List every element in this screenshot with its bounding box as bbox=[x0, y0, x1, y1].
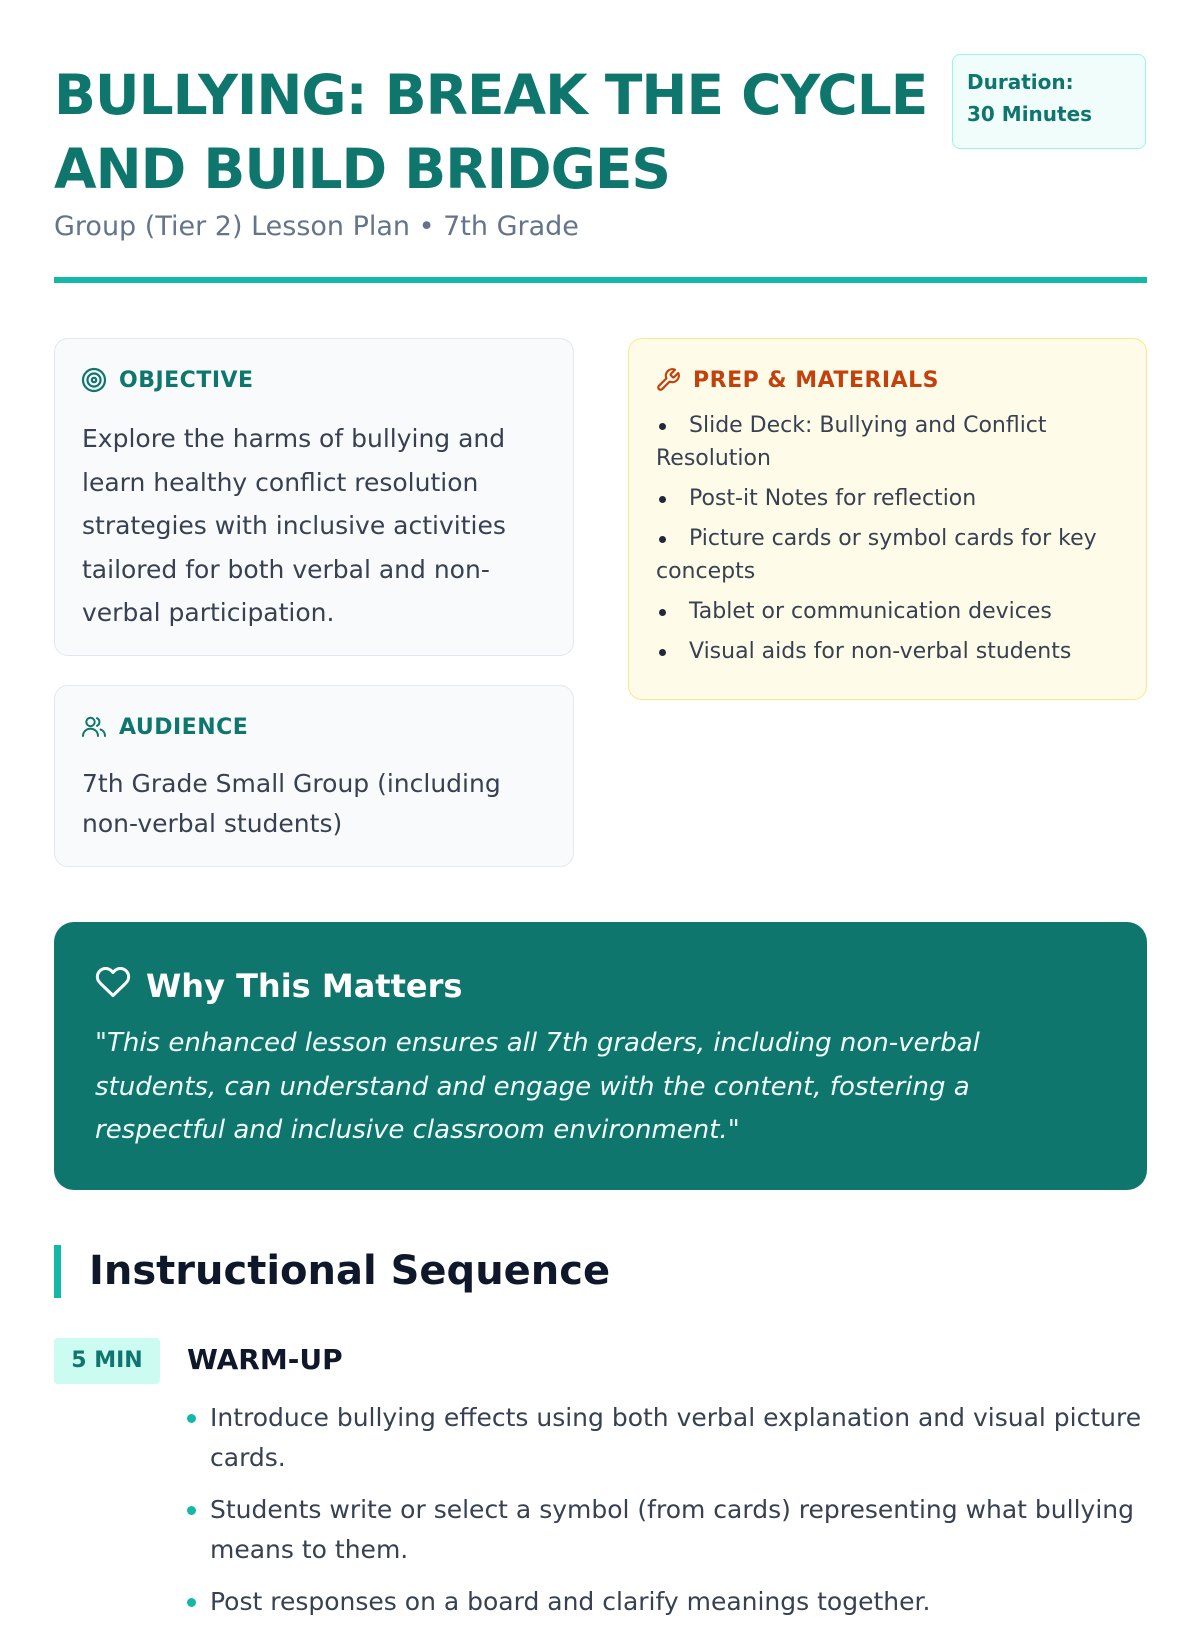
lesson-plan-page bbox=[54, 0, 1147, 1616]
duration-value: 30 Minutes bbox=[967, 102, 1093, 126]
audience-text: 7th Grade Small Group (including non-verbal students) bbox=[82, 769, 501, 838]
objective-header bbox=[81, 367, 254, 393]
audience-heading: AUDIENCE bbox=[119, 714, 249, 740]
list-item: Post-it Notes for reflection bbox=[656, 482, 1116, 515]
audience-header bbox=[81, 714, 248, 740]
why-heading: Why This Matters bbox=[146, 967, 463, 1005]
wrench-icon bbox=[655, 367, 681, 393]
section-heading-instructional-sequence: Instructional Sequence bbox=[54, 1245, 610, 1298]
list-item: Visual aids for non-verbal students bbox=[656, 635, 1116, 668]
list-item: Introduce bullying effects using both verbal explanation and visual picture cards. bbox=[187, 1398, 1147, 1478]
phase-steps-list bbox=[187, 1398, 1147, 1634]
list-item: Students write or select a symbol (from cards) representing what bullying means to them. bbox=[187, 1490, 1147, 1570]
prep-materials-card bbox=[628, 338, 1147, 700]
objective-text: Explore the harms of bullying and learn healthy conflict resolution strategies with inclusive activities tailored for both verbal and non-verbal participation. bbox=[82, 424, 506, 627]
list-item: Picture cards or symbol cards for key concepts bbox=[656, 522, 1116, 588]
duration-badge bbox=[952, 54, 1146, 149]
objective-card bbox=[54, 338, 574, 656]
users-icon bbox=[81, 714, 107, 740]
list-item: Tablet or communication devices bbox=[656, 595, 1116, 628]
heart-icon bbox=[94, 964, 132, 1008]
target-icon bbox=[81, 367, 107, 393]
phase-duration-badge: 5 MIN bbox=[54, 1338, 160, 1384]
page-title: BULLYING: BREAK THE CYCLE AND BUILD BRIDGES bbox=[54, 63, 928, 201]
header-divider bbox=[54, 277, 1147, 283]
duration-label: Duration: bbox=[967, 70, 1074, 94]
list-item: Slide Deck: Bullying and Conflict Resolution bbox=[656, 409, 1116, 475]
audience-card bbox=[54, 685, 574, 867]
why-this-matters-panel bbox=[54, 922, 1147, 1190]
page-subtitle: Group (Tier 2) Lesson Plan • 7th Grade bbox=[54, 211, 579, 242]
why-header bbox=[94, 964, 462, 1008]
prep-header bbox=[655, 367, 939, 393]
phase-title: WARM-UP bbox=[187, 1343, 343, 1376]
list-item: Post responses on a board and clarify meanings together. bbox=[187, 1582, 1147, 1622]
prep-heading: PREP & MATERIALS bbox=[693, 367, 939, 393]
materials-list bbox=[656, 409, 1116, 675]
objective-heading: OBJECTIVE bbox=[119, 367, 254, 393]
why-quote: "This enhanced lesson ensures all 7th graders, including non-verbal students, can understand and engage with the content, fostering a respectful and inclusive classroom environment." bbox=[95, 1028, 980, 1145]
